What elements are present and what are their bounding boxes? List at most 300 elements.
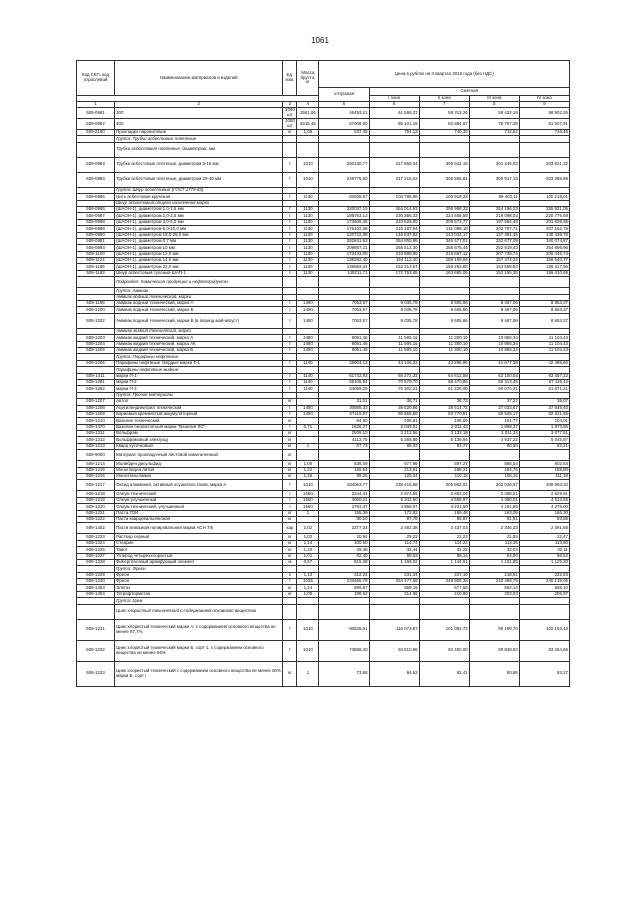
cell-code: 509-0984 [77,172,115,187]
cell-mass: 1130 [297,238,319,244]
cell-zone4-price: 38,07 [519,399,569,405]
cell-name: 300 [115,108,283,119]
cell-zone1-price [369,142,419,157]
cell-zone3-price: 586,54 [469,461,519,467]
cell-zone4-price: 245 139,05 [519,579,569,585]
cell-zone4-price: 42 486,66 [519,360,569,366]
cell-zone3-price: 80 848,94 [469,640,519,661]
cell-zone4-price [519,604,569,619]
cell-zone3-price: 41 677,38 [469,360,519,366]
cell-name: Ацетилендинитрил технический [115,405,283,411]
cell-zone1-price: 264 014,93 [369,206,419,212]
cell-zone2-price: 210,90 [419,591,469,597]
cell-zone2-price: 83 770,51 [419,411,469,417]
cell-zone4-price [519,142,569,157]
cell-unit: кг [283,418,297,424]
cell-zone1-price: 9 035,78 [369,313,419,328]
cell-unit: т [283,411,297,417]
cell-zone3-price: 8 467,06 [469,313,519,328]
cell-code: 509-1233 [77,661,115,686]
cell-zone2-price: 740,30 [419,130,469,136]
cell-zone3-price: 203,03 [469,591,519,597]
cell-name: (ШАОН-1), диаметром 6,0-10,0 мм [115,226,283,232]
cell-name: (ШАОН-1), диаметром 22,0 мм [115,264,283,270]
cell-name: Моноглицин лития [115,467,283,473]
cell-code: 509-2150 [77,130,115,136]
cell-zone3-price: 10 865,34 [469,335,519,341]
cell-mass: 1490 [297,307,319,313]
header-num-4: 4 [297,102,319,108]
header-num-2: 2 [115,102,283,108]
cell-unit: 1000 шт [283,119,297,130]
cell-zone3-price: 8 467,06 [469,301,519,307]
cell-mass: 1 [297,661,319,686]
cell-unit: кг [283,474,297,480]
cell-release-price: 282841,63 [319,238,369,244]
cell-zone4-price: 81 507,91 [519,119,569,130]
cell-zone4-price: 32,11 [519,547,569,553]
cell-zone4-price: 83 264,66 [519,640,569,661]
cell-name: Стеарин [115,540,283,546]
cell-code: 509-1221 [77,510,115,516]
cell-unit: т [283,258,297,264]
cell-zone3-price: 10 865,34 [469,347,519,353]
cell-code: 509-1227 [77,553,115,559]
cell-release-price: 189763,13 [319,213,369,219]
cell-mass: 1550 [297,504,319,510]
table-row [77,119,570,130]
cell-zone4-price: 206 445,74 [519,251,569,257]
cell-zone2-price: 677,59 [419,585,469,591]
cell-code: 509-0983 [77,157,115,172]
cell-code: 509-1206 [77,360,115,366]
cell-zone3-price: 80 545,17 [469,411,519,417]
cell-mass: 1035 [297,579,319,585]
cell-zone2-price: 22,22 [419,534,469,540]
cell-release-price: 172433,08 [319,251,369,257]
cell-unit: т [283,579,297,585]
cell-name: Цинк хлористый технический с содержанием основного вещества не менее 50% марки Б, сорт I [115,661,283,686]
cell-zone1-price: 164 112,40 [369,258,419,264]
cell-unit: т [283,386,297,392]
cell-mass: 1010 [297,480,319,491]
cell-unit: кар [283,523,297,534]
cell-mass: 1490 [297,341,319,347]
group-label: Подраздел: Химическая продукция и нефтепродукты [115,277,283,288]
cell-zone4-price: 3 077,51 [519,431,569,437]
cell-code: 509-1218 [77,491,115,497]
cell-zone1-price: 104 786,86 [369,194,419,200]
cell-zone2-price: 101 092,73 [419,619,469,640]
header-num-5: 5 [319,102,369,108]
cell-code: 509-1186 [77,264,115,270]
cell-release-price: 99,25 [319,474,369,480]
cell-zone2-price: 1 144,61 [419,559,469,565]
cell-zone3-price [469,277,519,288]
cell-zone3-price: 240 469,75 [469,579,519,585]
cell-name: (ШАОН-1), диаметром 14,0 мм [115,258,283,264]
cell-unit [283,277,297,288]
cell-code: 509-1228 [77,559,115,565]
cell-zone1-price: 5 268,89 [369,437,419,443]
cell-code: 509-1222 [77,516,115,522]
cell-name: Аммиак жидкий технический, марка АК [115,341,283,347]
cell-zone2-price: 83,77 [419,443,469,449]
cell-name: Аммиак жидкий технический, марка Б [115,347,283,353]
cell-zone4-price: 83,27 [519,661,569,686]
cell-code [77,142,115,157]
cell-name: (ШАОН-1), диаметром 18,0-25,0 мм [115,232,283,238]
cell-release-price: 173506,45 [319,219,369,225]
cell-unit: т [283,335,297,341]
cell-release-price: 29,48 [319,547,369,553]
cell-unit: м [283,559,297,565]
cell-code: 509-0981 [77,108,115,119]
cell-zone2-price: 88,14 [419,553,469,559]
cell-zone3-price: 202 797,71 [469,226,519,232]
cell-zone4-price: 100 219,01 [519,194,569,200]
table-row [77,523,570,534]
cell-release-price: 184063,77 [319,480,369,491]
cell-mass: 1,14 [297,585,319,591]
cell-mass: 1,20 [297,547,319,553]
cell-code: 509-1403 [77,585,115,591]
cell-zone3-price: 332 677,09 [469,238,519,244]
cell-zone2-price: 61 228,00 [419,386,469,392]
cell-mass: 1130 [297,219,319,225]
cell-release-price: 233466,78 [319,579,369,585]
cell-zone4-price: 140 438,76 [519,232,569,238]
cell-unit: л [283,572,297,578]
cell-zone4-price: 8 653,37 [519,313,569,328]
cell-zone4-price: 104,01 [519,418,569,424]
cell-release-price: 73,88 [319,661,369,686]
cell-code: 509-1212 [77,437,115,443]
cell-zone4-price: 208 993,32 [519,480,569,491]
group-label: Группа: Шнур асбестовый (ГОСТ 1779-83) [115,187,283,193]
cell-code: 509-0991 [77,238,115,244]
cell-mass: 1130 [297,258,319,264]
cell-code: 509-1216 [77,474,115,480]
cell-release-price: 169,54 [319,467,369,473]
cell-name: Бариевый кремнистый аккумуляторный [115,411,283,417]
cell-name: Фибергласовый армирующий элемент [115,559,283,565]
cell-zone1-price [369,604,419,619]
cell-zone4-price: 726,46 [519,130,569,136]
cell-mass: 1140 [297,379,319,385]
cell-zone1-price: 754,13 [369,130,419,136]
cell-zone3-price: 8 467,06 [469,307,519,313]
cell-name: Материал прокладочный листовой измельченный [115,450,283,461]
cell-zone3-price: 1 101,85 [469,559,519,565]
cell-release-price: 51742,93 [319,373,369,379]
cell-release-price: 54059,29 [319,386,369,392]
cell-release-price: 80625,61 [319,619,369,640]
cell-zone2-price: 64 612,58 [419,373,469,379]
cell-zone1-price: 213,61 [369,467,419,473]
cell-zone2-price: 8 605,86 [419,301,469,307]
cell-zone2-price: 110,18 [419,474,469,480]
cell-unit [283,142,297,157]
table-row [77,313,570,328]
cell-code: 509-1411 [77,373,115,379]
cell-mass: 1010 [297,640,319,661]
cell-code: 509-0990 [77,232,115,238]
cell-code: 509-1209 [77,411,115,417]
cell-name: Олеум технический, улучшенный [115,504,283,510]
cell-release-price [319,604,369,619]
cell-release-price: 9051,46 [319,347,369,353]
cell-zone2-price: 143 034,17 [419,232,469,238]
cell-zone2-price: 11 300,10 [419,335,469,341]
cell-zone2-price: 159 169,84 [419,258,469,264]
cell-zone1-price: 317 215,02 [369,172,419,187]
cell-name: Вазелин технический [115,418,283,424]
cell-zone4-price: 11 104,43 [519,347,569,353]
table-row [77,450,570,461]
cell-unit: т [283,491,297,497]
cell-release-price: 82,40 [319,553,369,559]
cell-mass [297,277,319,288]
cell-mass: 1 [297,510,319,516]
cell-mass: 1,02 [297,523,319,534]
cell-zone2-price: 256 968,33 [419,206,469,212]
cell-zone2-price: 224 658,58 [419,213,469,219]
cell-zone2-price: 169,48 [419,510,469,516]
cell-unit: т [283,251,297,257]
cell-release-price: 31,01 [319,399,369,405]
cell-mass [297,450,319,461]
cell-unit: кг [283,450,297,461]
cell-zone3-price: 4 480,01 [469,497,519,503]
cell-zone2-price: 2 803,04 [419,491,469,497]
header-zone-3: III зона [469,96,519,102]
cell-mass: 1130 [297,226,319,232]
cell-mass: 1,14 [297,540,319,546]
cell-mass: 1010 [297,172,319,187]
cell-release-price: 2244,41 [319,491,369,497]
cell-name: (ШАОН-1), диаметром 2,0-2,5 мм [115,213,283,219]
cell-zone3-price: 21,85 [469,534,519,540]
cell-zone4-price: 58 902,26 [519,108,569,119]
cell-name: Парафины нефтяные твердые марки Т-1 [115,360,283,366]
cell-zone1-price: 172 753,45 [369,270,419,276]
cell-zone1-price: 216 988,95 [369,251,419,257]
cell-release-price: 155,39 [319,510,369,516]
cell-code: 509-1231 [77,619,115,640]
cell-zone4-price [519,277,569,288]
cell-mass: 1550 [297,491,319,497]
cell-name: Прокладки паронитовые [115,130,283,136]
cell-mass: 1,05 [297,130,319,136]
cell-name: Пасти кварцевальняноная [115,516,283,522]
cell-mass: 1130 [297,264,319,270]
cell-zone3-price: 37 033,67 [469,405,519,411]
cell-release-price: 599,87 [319,585,369,591]
cell-unit: т [283,301,297,307]
cell-zone4-price: 220 776,68 [519,213,569,219]
cell-unit: кг [283,534,297,540]
header-code: Код СКП, код отраслевой [77,61,115,96]
cell-zone4-price: 222,83 [519,572,569,578]
cell-unit: т [283,270,297,276]
cell-zone4-price: 37 848,40 [519,405,569,411]
cell-release-price [319,142,369,157]
cell-name: Кварц кусочковый [115,443,283,449]
cell-release-price: 138292,40 [319,258,369,264]
cell-name: Элегаз [115,585,283,591]
cell-zone2-price: 2 437,03 [419,523,469,534]
cell-name: (ШАОН-1), диаметром 3,0-5,0 мм [115,219,283,225]
header-num-6: 6 [369,102,419,108]
cell-zone2-price: 5 136,94 [419,437,469,443]
cell-zone3-price: 62 100,54 [469,373,519,379]
cell-code: 509-1232 [77,640,115,661]
cell-zone2-price: 249 808,38 [419,579,469,585]
cell-zone2-price: 11 300,10 [419,347,469,353]
cell-code: 509-1229 [77,572,115,578]
cell-mass [297,142,319,157]
cell-release-price: 30889,33 [319,405,369,411]
cell-zone4-price: 189,80 [519,467,569,473]
cell-release-price: 80,10 [319,516,369,522]
cell-unit: т [283,157,297,172]
cell-zone1-price: 85,33 [369,443,419,449]
cell-code: 509-1402 [77,523,115,534]
cell-zone4-price: 111,18 [519,474,569,480]
cell-code: 509-1219 [77,497,115,503]
group-label: Группа: Цинк [115,598,283,604]
header-num-7: 7 [419,102,469,108]
cell-zone4-price: 22,47 [519,534,569,540]
cell-zone1-price: 94 610,96 [369,640,419,661]
cell-code: 509-0986 [77,206,115,212]
group-label: Группа: Фреон [115,566,283,572]
cell-zone2-price: 38 514,72 [419,405,469,411]
table-row [77,619,570,640]
cell-mass: 1140 [297,386,319,392]
cell-zone1-price: 66 272,33 [369,373,419,379]
cell-unit: кг [283,431,297,437]
cell-release-price: 7053,57 [319,307,369,313]
cell-zone3-price: 152 195,35 [469,270,519,276]
cell-zone3-price: 58 422,19 [469,108,519,119]
cell-unit: т [283,379,297,385]
cell-mass: 1140 [297,373,319,379]
cell-zone4-price: 8 653,37 [519,301,569,307]
cell-zone3-price: 37,22 [469,399,519,405]
cell-mass: 1490 [297,347,319,353]
cell-unit: т [283,232,297,238]
cell-mass: 1130 [297,194,319,200]
cell-release-price: 100,50 [319,540,369,546]
cell-zone4-price: 86,52 [519,553,569,559]
cell-name: марки П-2 [115,379,283,385]
cell-release-price: 209857,21 [319,245,369,251]
cell-unit: т [283,206,297,212]
cell-code: 509-1199 [77,301,115,307]
cell-release-price: 25004,13 [319,360,369,366]
cell-zone2-price: 159 252,88 [419,264,469,270]
cell-zone2-price: 11 300,10 [419,341,469,347]
cell-release-price: 250130,77 [319,157,369,172]
cell-code: 509-1281 [77,379,115,385]
cell-name: (ШАОН-1), диаметром 12,0 мм [115,251,283,257]
cell-release-price: 67119,97 [319,411,369,417]
cell-zone3-price: 218,61 [469,572,519,578]
cell-zone4-price: 158 540,77 [519,258,569,264]
cell-code: 509-1204 [77,341,115,347]
cell-code: 509-1213 [77,443,115,449]
cell-zone3-price: 137 481,45 [469,232,519,238]
cell-code: 509-1230 [77,579,115,585]
cell-mass: 1,00 [297,461,319,467]
cell-zone3-price: 99 189,70 [469,619,519,640]
cell-zone2-price: 32,22 [419,547,469,553]
cell-release-price: 538,09 [319,461,369,467]
cell-unit: т [283,313,297,328]
cell-zone3-price: 301 345,03 [469,157,519,172]
cell-unit: кг [283,130,297,136]
cell-zone3-price: 91,91 [469,516,519,522]
cell-zone4-price: 665,10 [519,585,569,591]
cell-unit: т [283,360,297,366]
cell-zone1-price: 238 415,68 [369,480,419,491]
cell-code: 509-0993 [77,245,115,251]
cell-unit: т [283,504,297,510]
cell-zone2-price: 82 400,00 [419,640,469,661]
cell-zone4-price: 303 821,32 [519,157,569,172]
cell-mass: 1550 [297,497,319,503]
cell-zone1-price: 230 366,33 [369,213,419,219]
cell-zone2-price: 3 133,18 [419,431,469,437]
header-zone-2: II зона [419,96,469,102]
cell-zone4-price: 4 276,00 [519,504,569,510]
cell-zone4-price: 63 457,22 [519,373,569,379]
table-header [77,61,570,108]
cell-zone4-price: 1 973,85 [519,424,569,430]
cell-unit: т [283,213,297,219]
cell-name: Аммиак водный технический, марка Б [115,307,283,313]
cell-release-price: 55105,94 [319,379,369,385]
cell-code: 509-0989 [77,226,115,232]
group-row [77,142,570,157]
table-row [77,157,570,172]
cell-release-price: 73868,40 [319,640,369,661]
cell-zone4-price: 67 115,42 [519,379,569,385]
cell-release-price: 537,45 [319,130,369,136]
cell-zone3-price: 300 917,15 [469,172,519,187]
cell-unit: кг [283,399,297,405]
cell-release-price: 2506,10 [319,431,369,437]
cell-unit: т [283,373,297,379]
cell-code: 509-1211 [77,431,115,437]
cell-release-price: 136593,44 [319,264,369,270]
cell-unit: кг [283,516,297,522]
cell-zone1-price [369,450,419,461]
cell-mass: 1,00 [297,591,319,597]
cell-zone2-price: 205 902,91 [419,480,469,491]
cell-zone2-price: 4 565,97 [419,497,469,503]
cell-release-price [319,450,369,461]
cell-zone4-price: 207 162,79 [519,226,569,232]
header-name: Наименование материалов и изделий [115,61,283,96]
cell-zone1-price: 254 477,68 [369,579,419,585]
cell-zone4-price: 255 921,05 [519,206,569,212]
cell-zone3-price: 202 026,67 [469,480,519,491]
cell-mass: 1130 [297,251,319,257]
cell-release-price: 120722,38 [319,232,369,238]
